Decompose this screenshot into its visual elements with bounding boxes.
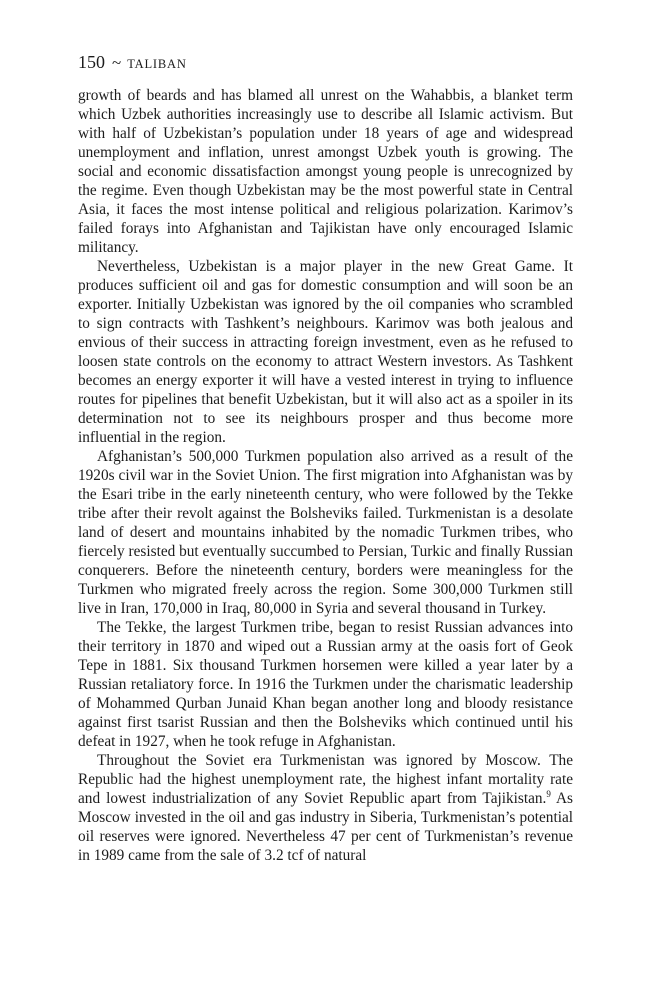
paragraph-turkmen-population: Afghanistan’s 500,000 Turkmen population also arrived as a result of the 1920s civil war in the Soviet Union. The first migration into Afghanistan was by the Esari tribe in the early nineteenth century, who were followed by the Tekke tribe after their revolt against the Bolsheviks failed. Turkmenistan is a desolate land of desert and mountains inhabited by the nomadic Turkmen tribes, who fiercely resisted but eventually succumbed to Persian, Turkic and finally Russian conquerers. Before the nineteenth century, borders were meaningless for the Turkmen who migrated freely across the region. Some 300,000 Turkmen still live in Iran, 170,000 in Iraq, 80,000 in Syria and several thousand in Turkey. <box>78 448 573 617</box>
page-number: 150 <box>78 52 105 72</box>
paragraph-soviet-era-text-b: As Moscow invested in the oil and gas industry in Siberia, Turkmenistan’s potential oil reserves were ignored. Nevertheless 47 per cent of Turkmenistan’s revenue in 1989 came from the sale of 3.2 tcf of natural <box>78 790 573 864</box>
header-separator: ~ <box>112 53 122 72</box>
footnote-marker[interactable]: 9 <box>546 789 551 799</box>
book-title: TALIBAN <box>127 57 187 71</box>
paragraph-great-game: Nevertheless, Uzbekistan is a major player in the new Great Game. It produces sufficient oil and gas for domestic consumption and will soon be an exporter. Initially Uzbekistan was ignored by the oil companies who scrambled to sign contracts with Tashkent’s neighbours. Karimov was both jealous and envious of their success in attracting foreign investment, even as he refused to loosen state controls on the economy to attract Western investors. As Tashkent becomes an energy exporter it will have a vested interest in trying to influence routes for pipelines that benefit Uzbekistan, but it will also act as a spoiler in its determination not to see its neighbours prosper and thus become more influential in the region. <box>78 258 573 446</box>
running-head <box>78 52 187 74</box>
paragraph-continued: growth of beards and has blamed all unrest on the Wahabbis, a blanket term which Uzbek authorities increasingly use to describe all Islamic activism. But with half of Uzbekistan’s population under 18 years of age and widespread unemployment and inflation, unrest amongst Uzbek youth is growing. The social and economic dissatisfaction amongst young people is unrecognized by the regime. Even though Uzbekistan may be the most powerful state in Central Asia, it faces the most intense political and religious polarization. Karimov’s failed forays into Afghanistan and Tajikistan have only encouraged Islamic militancy. <box>78 87 573 256</box>
paragraph-soviet-era <box>78 751 573 865</box>
paragraph-tekke-resistance: The Tekke, the largest Turkmen tribe, began to resist Russian advances into their territory in 1870 and wiped out a Russian army at the oasis fort of Geok Tepe in 1881. Six thousand Turkmen horsemen were killed a year later by a Russian retaliatory force. In 1916 the Turkmen under the charismatic leadership of Mohammed Qurban Junaid Khan began another long and bloody resistance against first tsarist Russian and then the Bolsheviks which continued until his defeat in 1927, when he took refuge in Afghanistan. <box>78 619 573 750</box>
body-text <box>78 86 573 865</box>
paragraph-soviet-era-text-a: Throughout the Soviet era Turkmenistan was ignored by Moscow. The Republic had the highest unemployment rate, the highest infant mortality rate and lowest industrialization of any Soviet Republic apart from Tajikistan. <box>78 752 573 807</box>
